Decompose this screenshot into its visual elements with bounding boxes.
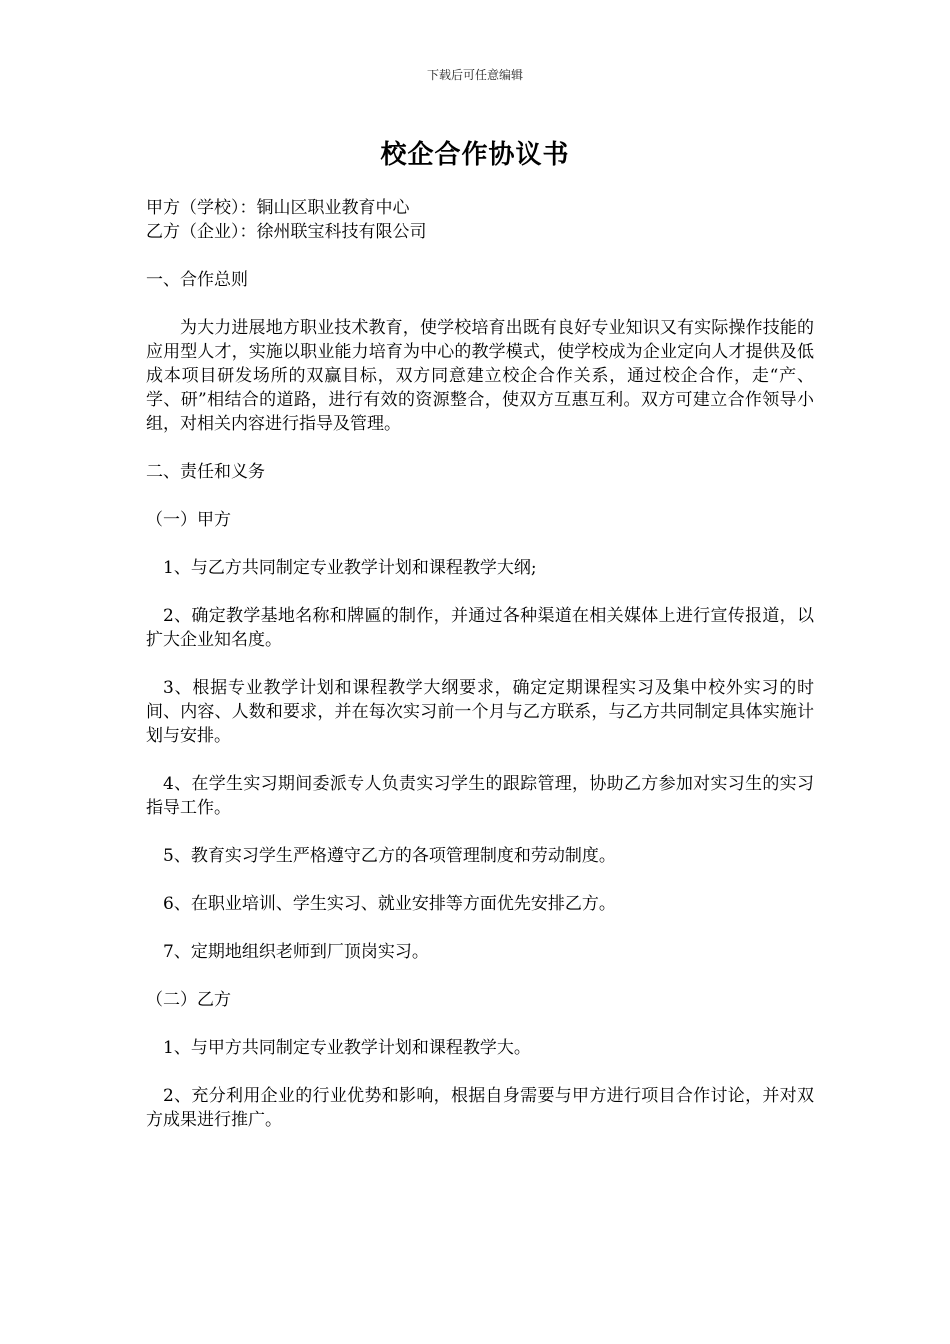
party-b-item-1: 1、与甲方共同制定专业教学计划和课程教学大。 — [163, 1038, 531, 1058]
section-1-paragraph: 为大力进展地方职业技术教育，使学校培育出既有良好专业知识又有实际操作技能的应用型人才，实施以职业能力培育为中心的教学模式，使学校成为企业定向人才提供及低成本项目研发场所的双赢目标，双方同意建立校企合作关系，通过校企合作，走“产、学、研”相结合的道路，进行有效的资源整合，使双方互惠互利。双方可建立合作领导小组，对相关内容进行指导及管理。 — [146, 318, 814, 434]
party-a-item-2: 2、确定教学基地名称和牌匾的制作，并通过各种渠道在相关媒体上进行宣传报道，以扩大企业知名度。 — [146, 606, 814, 650]
party-a-item-3: 3、根据专业教学计划和课程教学大纲要求，确定定期课程实习及集中校外实习的时间、内容、人数和要求，并在每次实习前一个月与乙方联系，与乙方共同制定具体实施计划与安排。 — [146, 678, 814, 746]
party-a-item-6: 6、在职业培训、学生实习、就业安排等方面优先安排乙方。 — [163, 894, 616, 914]
party-b-line: 乙方（企业）：徐州联宝科技有限公司 — [146, 222, 427, 242]
party-b-subheading: （二）乙方 — [146, 990, 231, 1010]
party-a-subheading: （一）甲方 — [146, 510, 231, 530]
party-b-item-2: 2、充分利用企业的行业优势和影响，根据自身需要与甲方进行项目合作讨论，并对双方成果进行推广。 — [146, 1086, 814, 1130]
document-title: 校企合作协议书 — [380, 140, 570, 170]
header-note: 下载后可任意编辑 — [426, 68, 523, 82]
party-a-item-7: 7、定期地组织老师到厂顶岗实习。 — [163, 942, 429, 962]
section-2-heading: 二、责任和义务 — [146, 462, 265, 482]
section-1-heading: 一、合作总则 — [146, 270, 248, 290]
document-body — [146, 196, 814, 1132]
party-a-line: 甲方（学校）：铜山区职业教育中心 — [146, 198, 410, 218]
party-a-item-1: 1、与乙方共同制定专业教学计划和课程教学大纲; — [163, 558, 537, 578]
party-a-item-4: 4、在学生实习期间委派专人负责实习学生的跟踪管理，协助乙方参加对实习生的实习指导工作。 — [146, 774, 814, 818]
party-a-item-5: 5、教育实习学生严格遵守乙方的各项管理制度和劳动制度。 — [163, 846, 616, 866]
